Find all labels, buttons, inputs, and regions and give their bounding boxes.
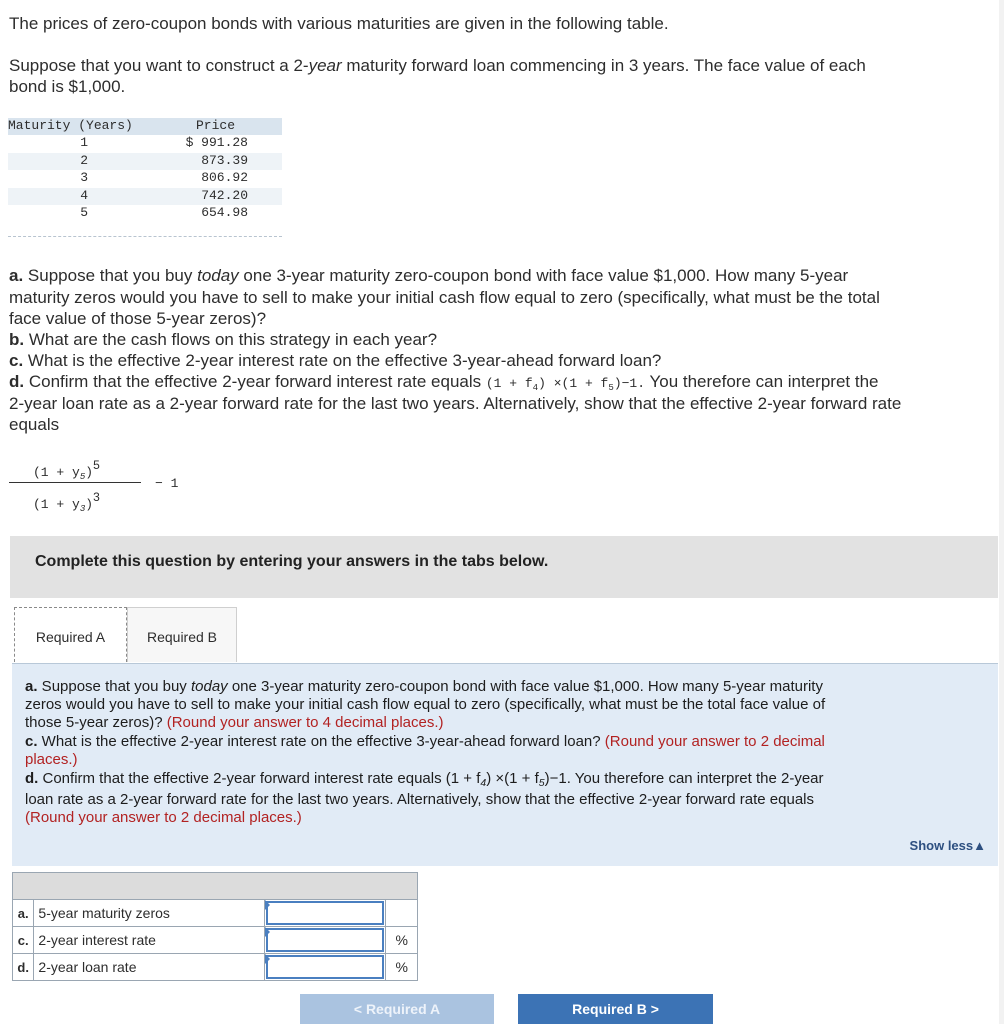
formula-minus-one: − 1 bbox=[155, 476, 179, 491]
table-row bbox=[13, 954, 418, 981]
answer-label: d. bbox=[13, 954, 34, 981]
panel-a-line-3: those 5-year zeros)? (Round your answer to 4 decimal places.) bbox=[25, 714, 444, 731]
panel-c-line-1: c. What is the effective 2-year interest rate on the effective 3-year-ahead forward loan? (Round your answer to 2 decimal bbox=[25, 733, 825, 750]
formula-numerator: $(1 + y_5)5$ bbox=[33, 458, 100, 482]
maturity-cell: 3 bbox=[80, 170, 88, 186]
price-table bbox=[8, 118, 282, 237]
question-a-line-1: a. Suppose that you buy today one 3-year maturity zero-coupon bond with face value $1,000. How many 5-year bbox=[9, 266, 849, 285]
panel-c-line-2: places.) bbox=[25, 751, 78, 768]
question-a-line-3: face value of those 5-year zeros)? bbox=[9, 309, 267, 328]
question-a-line-2: maturity zeros would you have to sell to make your initial cash flow equal to zero (specifically, what must be the total bbox=[9, 288, 880, 307]
intro-line-3: bond is $1,000. bbox=[9, 77, 126, 96]
question-b: b. What are the cash flows on this strategy in each year? bbox=[9, 330, 438, 349]
question-panel bbox=[12, 663, 998, 866]
table-row bbox=[8, 135, 282, 153]
two-year-interest-rate-input[interactable] bbox=[266, 928, 384, 952]
answer-label: a. bbox=[13, 900, 34, 927]
question-d-line-3: equals bbox=[9, 415, 60, 434]
price-cell: 806.92 bbox=[201, 170, 248, 186]
scrollbar-track[interactable] bbox=[999, 0, 1004, 1024]
answer-table-header bbox=[13, 873, 418, 900]
five-year-zeros-input[interactable] bbox=[266, 901, 384, 925]
input-flag-icon bbox=[265, 927, 270, 937]
table-row bbox=[8, 170, 282, 188]
maturity-cell: 4 bbox=[80, 187, 88, 203]
table-row bbox=[13, 900, 418, 927]
question-d-line-1: d. Confirm that the effective 2-year forward interest rate equals $(1 + f_4) \times(1 + f_5)-1$. You therefore can interpret the bbox=[9, 372, 879, 393]
answer-c-input-cell bbox=[264, 927, 385, 954]
answer-label: c. bbox=[13, 927, 34, 954]
answer-unit bbox=[386, 900, 418, 927]
maturity-cell: 1 bbox=[80, 135, 88, 150]
panel-a-line-1: a. Suppose that you buy today one 3-year maturity zero-coupon bond with face value $1,000. How many 5-year maturity bbox=[25, 678, 823, 695]
answer-description: 5-year maturity zeros bbox=[34, 900, 265, 927]
question-c: c. What is the effective 2-year interest rate on the effective 3-year-ahead forward loan? bbox=[9, 351, 662, 370]
price-cell: 873.39 bbox=[201, 152, 248, 168]
prev-required-a-button[interactable]: < Required A bbox=[300, 994, 494, 1024]
answer-unit: % bbox=[386, 927, 418, 954]
header-price: Price bbox=[196, 118, 236, 133]
maturity-cell: 5 bbox=[80, 205, 88, 221]
header-maturity: Maturity (Years) bbox=[8, 118, 133, 133]
panel-d-line-1: d. Confirm that the effective 2-year forward interest rate equals $(1 + f_4) \times(1 + f_5)-1$. You therefore can interpret the 2-year bbox=[25, 770, 824, 789]
two-year-loan-rate-input[interactable] bbox=[266, 955, 384, 979]
price-cell: 654.98 bbox=[201, 205, 248, 221]
panel-d-line-3: (Round your answer to 2 decimal places.) bbox=[25, 809, 302, 826]
price-cell: $ 991.28 bbox=[185, 135, 248, 150]
table-row bbox=[13, 927, 418, 954]
table-row bbox=[8, 153, 282, 171]
price-table-header bbox=[8, 118, 282, 135]
question-d-line-2: 2-year loan rate as a 2-year forward rate for the last two years. Alternatively, show that the effective 2-year forward rate bbox=[9, 394, 902, 413]
next-required-b-button[interactable]: Required B > bbox=[518, 994, 713, 1024]
intro-line-1: The prices of zero-coupon bonds with various maturities are given in the following table. bbox=[9, 14, 669, 33]
answer-description: 2-year interest rate bbox=[34, 927, 265, 954]
answer-unit: % bbox=[386, 954, 418, 981]
tab-required-a[interactable]: Required A bbox=[14, 607, 127, 662]
tab-required-b[interactable]: Required B bbox=[127, 607, 237, 662]
instructions-banner: Complete this question by entering your answers in the tabs below. bbox=[10, 536, 998, 598]
answer-description: 2-year loan rate bbox=[34, 954, 265, 981]
maturity-cell: 2 bbox=[80, 152, 88, 168]
answer-table bbox=[12, 872, 418, 981]
table-row bbox=[8, 188, 282, 206]
formula-denominator: $(1 + y_3)3$ bbox=[33, 490, 100, 514]
intro-line-2: Suppose that you want to construct a 2-year maturity forward loan commencing in 3 years. The face value of each bbox=[9, 56, 866, 75]
input-flag-icon bbox=[265, 900, 270, 910]
input-flag-icon bbox=[265, 954, 270, 964]
panel-a-line-2: zeros would you have to sell to make your initial cash flow equal to zero (specifically, what must be the total face value of bbox=[25, 696, 826, 713]
table-row bbox=[8, 205, 282, 223]
panel-d-line-2: loan rate as a 2-year forward rate for the last two years. Alternatively, show that the effective 2-year forward rate equals bbox=[25, 791, 815, 808]
answer-a-input-cell bbox=[264, 900, 385, 927]
formula-fraction-bar bbox=[9, 482, 141, 483]
price-cell: 742.20 bbox=[201, 187, 248, 203]
answer-d-input-cell bbox=[264, 954, 385, 981]
show-less-link[interactable]: Show less▲ bbox=[909, 838, 986, 853]
